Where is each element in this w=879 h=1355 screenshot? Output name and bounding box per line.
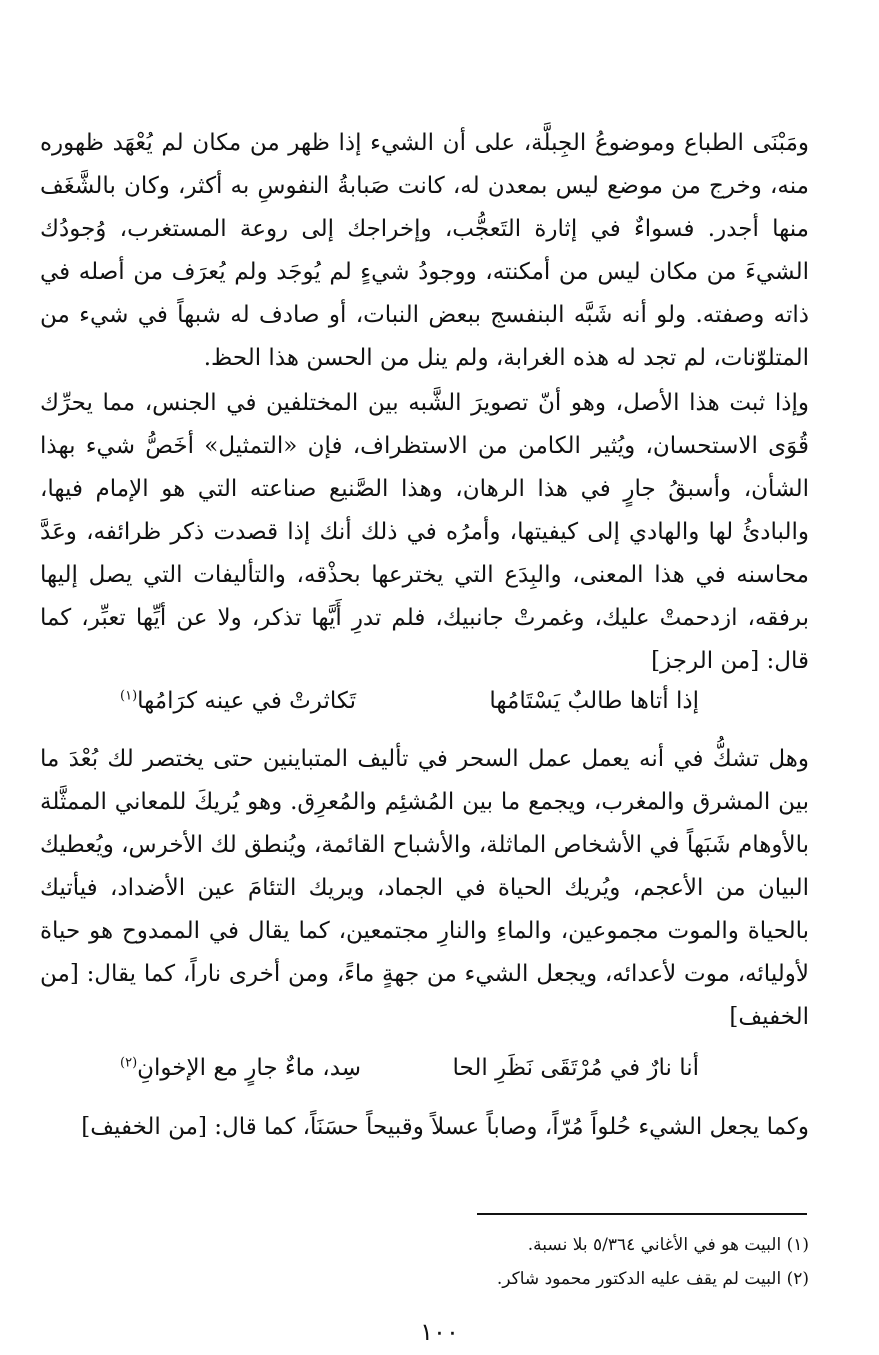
verse-2-second-hemistich [120,1055,361,1081]
paragraph-3: وهل تشكُّ في أنه يعمل عمل السحر في تأليف المتباينين حتى يختصر لك بُعْدَ ما بين المشرق والمغرب، ويجمع ما بين المُشئِم والمُعرِق. وهو يُريكَ للمعاني الممثَّلة بالأوهام شَبَهاً في الأشخاص الماثلة، والأشباح القائمة، ويُنطق لك الأخرس، ويُعطيك البيان من الأعجم، ويُريك الحياة في الجماد، ويريك التئامَ عين الأضداد، فيأتيك بالحياة والموت مجموعين، والماءِ والنارِ مجتمعين، كما يقال في الممدوح هو حياة لأوليائه، موت لأعدائه، ويجعل الشيء من جهةٍ ماءً، ومن أخرى ناراً، كما يقال: [من الخفيف] [40,746,809,1030]
footnotes [300,1228,809,1296]
paragraph-2: وإذا ثبت هذا الأصل، وهو أنّ تصويرَ الشَّبه بين المختلفين في الجنس، مما يحرِّك قُوَى الاستحسان، ويُثير الكامن من الاستظراف، فإن «التمثيل» أخَصُّ شيء بهذا الشأن، وأسبقُ جارٍ في هذا الرهان، وهذا الصَّنيع صناعته التي هو الإمام فيها، والبادئُ لها والهادي إلى كيفيتها، وأمرُه في ذلك أنك إذا قصدت ذكر ظرائفه، وعَدَّ محاسنه في هذا المعنى، والبِدَع التي يخترعها بحذْقه، والتأليفات التي يصل إليها برفقه، ازدحمتْ عليك، وغمرتْ جانبيك، فلم تدرِ أَيَّها تذكر، ولا عن أيِّها تعبِّر، كما قال: [من الرجز] [40,390,809,674]
verse-1-second-text: تَكاثرتْ في عينه كرَامُها [137,688,356,714]
footnote-marker-2: (٢) [120,1055,138,1071]
verse-2-first-hemistich: أنا نارٌ في مُرْتَقَى نَظَرِ الحا [452,1055,699,1081]
verse-2 [120,1055,699,1095]
footnote-marker-1: (١) [120,688,138,704]
verse-1-second-hemistich [120,688,356,714]
verse-1 [120,688,699,728]
verse-1-first-hemistich: إذا أتاها طالبٌ يَسْتَامُها [489,688,699,714]
verse-2-second-text: سِد، ماءٌ جارٍ مع الإخوانِ [137,1055,362,1081]
footnote-divider [477,1213,807,1215]
footnote-1: (١) البيت هو في الأغاني ٥/٣٦٤ بلا نسبة. [527,1235,809,1255]
paragraph-4: وكما يجعل الشيء حُلواً مُرّاً، وصاباً عسلاً وقبيحاً حسَنَاً، كما قال: [من الخفيف] [81,1114,809,1140]
footnote-2: (٢) البيت لم يقف عليه الدكتور محمود شاكر. [496,1269,809,1289]
page-number: ١٠٠ [420,1318,459,1346]
paragraph-1: ومَبْنَى الطباع وموضوعُ الجِبلَّة، على أن الشيء إذا ظهر من مكان لم يُعْهَد ظهوره منه، وخرج من موضع ليس بمعدن له، كانت صَبابةُ النفوسِ به أكثر، وكان بالشَّغَف منها أجدر. فسواءٌ في إثارة التَعجُّب، وإخراجك إلى روعة المستغرب، وُجودُك الشيءَ من مكان ليس من أمكنته، ووجودُ شيءٍ لم يُوجَد ولم يُعرَف من أصله في ذاته وصفته. ولو أنه شَبَّه البنفسج ببعض النبات، أو صادف له شبهاً في شيء من المتلوّنات، لم تجد له هذه الغرابة، ولم ينل من الحسن هذا الحظ. [40,130,809,371]
